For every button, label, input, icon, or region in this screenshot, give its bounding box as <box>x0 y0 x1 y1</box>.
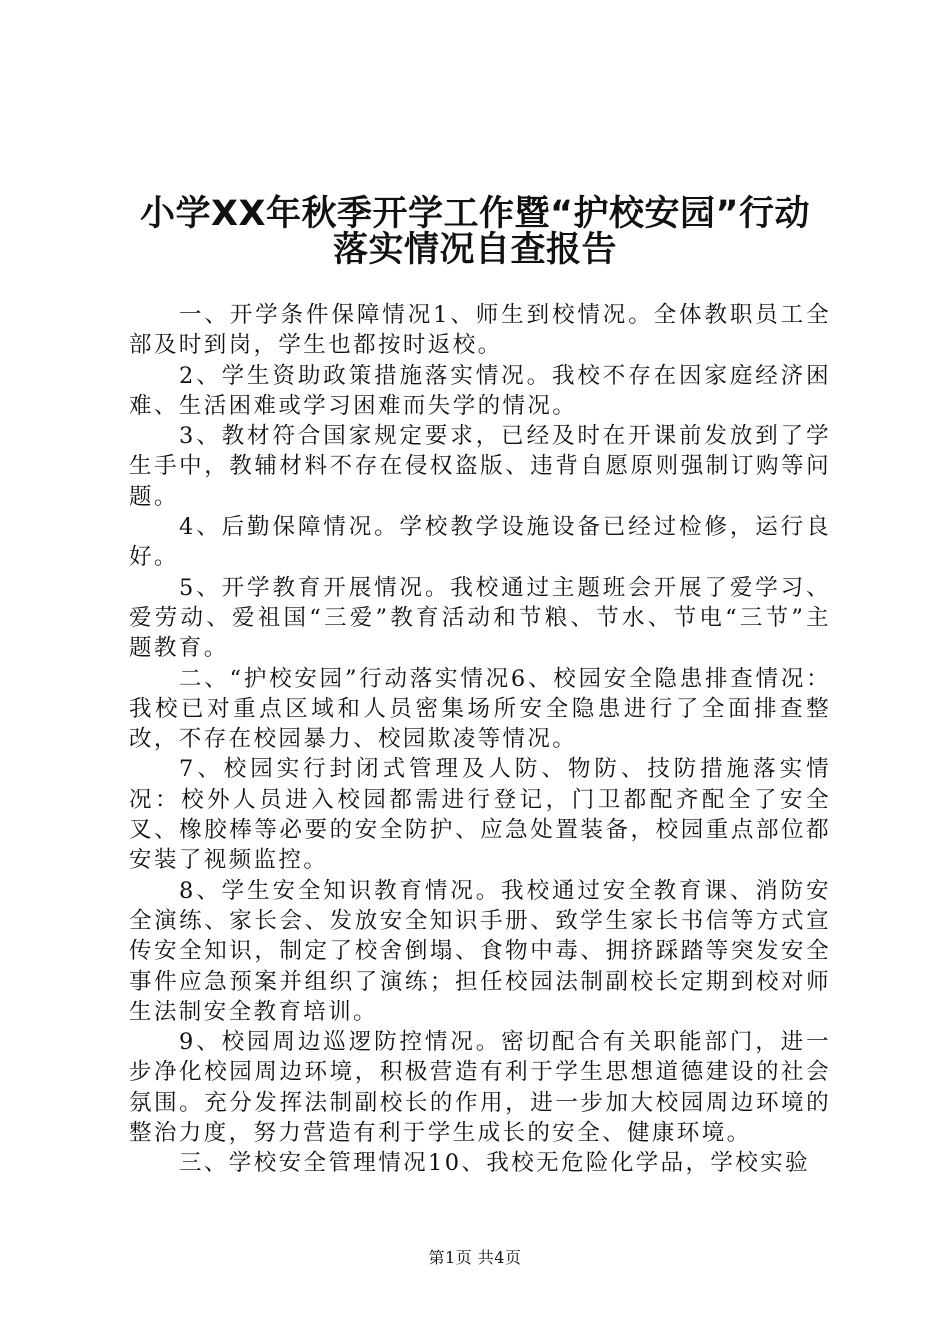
paragraph-6: 二、“护校安园”行动落实情况6、校园安全隐患排查情况：我校已对重点区域和人员密集场所安全隐患进行了全面排查整改，不存在校园暴力、校园欺凌等情况。 <box>129 665 831 753</box>
document-title-line-2: 落实情况自查报告 <box>332 230 617 270</box>
paragraph-4: 4、后勤保障情况。学校教学设施设备已经过检修，运行良好。 <box>129 514 831 571</box>
paragraph-7: 7、校园实行封闭式管理及人防、物防、技防措施落实情况：校外人员进入校园都需进行登记，门卫都配齐配全了安全叉、橡胶棒等必要的安全防护、应急处置装备，校园重点部位都安装了视频监控。 <box>129 756 831 874</box>
paragraph-9: 9、校园周边巡逻防控情况。密切配合有关职能部门，进一步净化校园周边环境，积极营造有利于学生思想道德建设的社会氛围。充分发挥法制副校长的作用，进一步加大校园周边环境的整治力度，努力营造有利于学生成长的安全、健康环境。 <box>129 1029 831 1147</box>
paragraph-10: 三、学校安全管理情况10、我校无危险化学品，学校实验 <box>179 1150 811 1177</box>
paragraph-5: 5、开学教育开展情况。我校通过主题班会开展了爱学习、爱劳动、爱祖国“三爱”教育活动和节粮、节水、节电“三节”主题教育。 <box>129 574 831 662</box>
paragraph-1: 一、开学条件保障情况1、师生到校情况。全体教职员工全部及时到岗，学生也都按时返校。 <box>129 302 831 359</box>
paragraph-8: 8、学生安全知识教育情况。我校通过安全教育课、消防安全演练、家长会、发放安全知识手册、致学生家长书信等方式宣传安全知识，制定了校舍倒塌、食物中毒、拥挤踩踏等突发安全事件应急预案并组织了演练；担任校园法制副校长定期到校对师生法制安全教育培训。 <box>129 877 831 1025</box>
paragraph-2: 2、学生资助政策措施落实情况。我校不存在因家庭经济困难、生活困难或学习困难而失学的情况。 <box>129 362 831 419</box>
document-title-line-1: 小学XX年秋季开学工作暨“护校安园”行动 <box>140 194 810 234</box>
paragraph-3: 3、教材符合国家规定要求，已经及时在开课前发放到了学生手中，教辅材料不存在侵权盗版、违背自愿原则强制订购等问题。 <box>129 423 831 510</box>
page-number-footer: 第1页 共4页 <box>428 1248 522 1267</box>
document-body <box>129 300 831 1179</box>
